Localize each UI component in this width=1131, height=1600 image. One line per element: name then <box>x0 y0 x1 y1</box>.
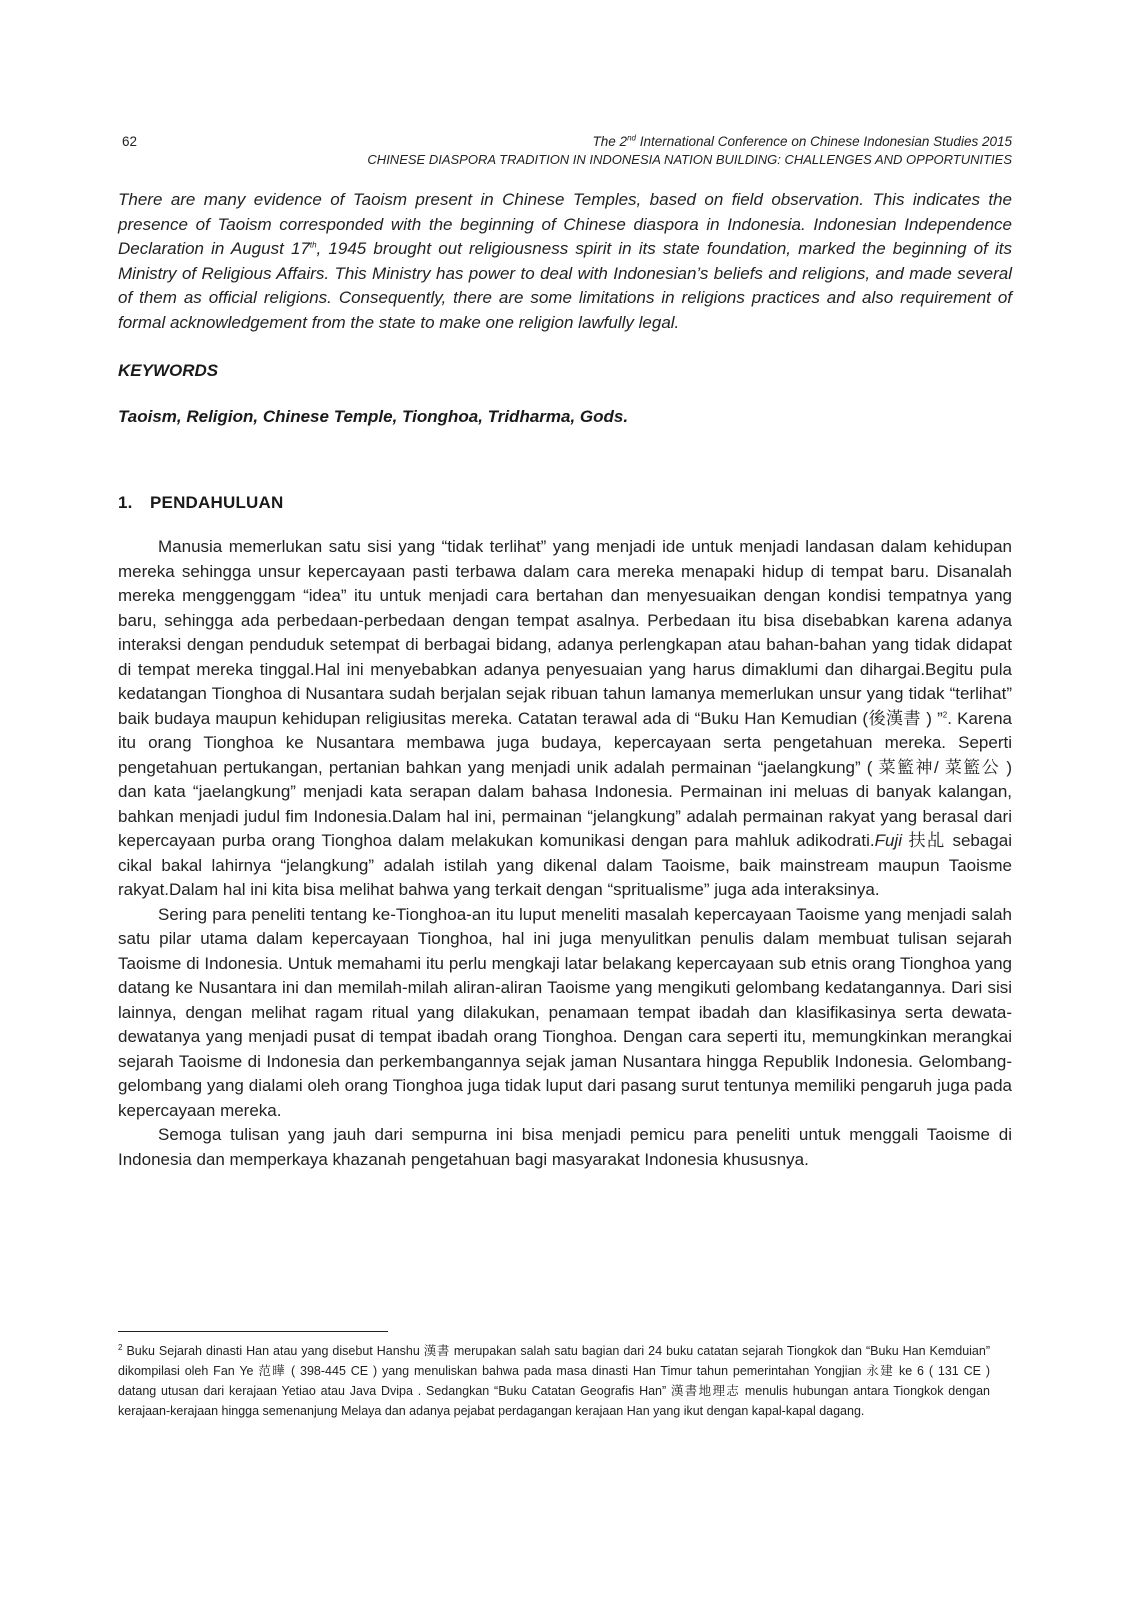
abstract-text-2: , 1945 brought out religiousness spirit in its state foundation, marked the beginning of its Ministry of Religious Affairs. This Ministry has power to deal with Indonesian’s beliefs and religions, and made several of them as official religions. Consequently, there are some limitations in religions practices and also requirement of formal acknowledgement from the state to make one religion lawfully legal. <box>118 239 1013 332</box>
keywords-heading: KEYWORDS <box>118 361 219 380</box>
body-paragraph <box>118 535 1012 903</box>
body-p1-text-a: Manusia memerlukan satu sisi yang “tidak terlihat” yang menjadi ide untuk menjadi landasan dalam kehidupan mereka sehingga unsur kepercayaan pasti terbawa dalam cara mereka menapaki hidup di tempat baru. Disanalah mereka menggenggam “idea” itu untuk menjadi cara bertahan dan menyesuaikan dengan kondisi tempatnya yang baru, sehingga ada perbedaan-perbedaan dengan tempat asalnya. Perbedaan itu bisa disebabkan karena adanya interaksi dengan penduduk setempat di berbagai bidang, adanya perlengkapan atau bahan-bahan yang tidak didapat di tempat mereka tinggal.Hal ini menyebabkan adanya penyesuaian yang harus dimaklumi dan dihargai.Begitu pula kedatangan Tionghoa di Nusantara sudah berjalan sejak ribuan tahun lamanya memerlukan unsur yang tidak “terlihat” baik budaya maupun kehidupan religiusitas mereka. Catatan terawal ada di “Buku Han Kemudian (後漢書 ) ” <box>118 537 1012 728</box>
body-p1-fuji: Fuji <box>874 831 902 850</box>
abstract-paragraph <box>118 188 1012 335</box>
page-number: 62 <box>122 134 138 149</box>
section-number: 1. <box>118 493 133 512</box>
body-text <box>118 535 1012 1172</box>
footnote-divider <box>118 1331 388 1332</box>
body-p1-text-c: 扶乩 sebagai cikal bakal lahirnya “jelangkung” adalah istilah yang dikenal dalam Taoisme, baik mainstream maupun Taoisme rakyat.Dalam hal ini kita bisa melihat bahwa yang terkait dengan “spritualisme” juga ada interaksinya. <box>118 831 1012 899</box>
footnote-mark: 2 <box>118 1342 123 1352</box>
section-title: PENDAHULUAN <box>150 493 284 512</box>
conference-theme: CHINESE DIASPORA TRADITION IN INDONESIA NATION BUILDING: CHALLENGES AND OPPORTUNITIES <box>367 152 1012 167</box>
section-heading <box>118 493 1012 513</box>
running-header <box>118 130 1012 170</box>
footnote <box>118 1341 990 1421</box>
conference-title-post: International Conference on Chinese Indonesian Studies 2015 <box>635 134 1012 149</box>
conference-title <box>593 134 1012 149</box>
abstract-ordinal-sup: th <box>309 240 317 250</box>
body-p1-text-b: . Karena itu orang Tionghoa ke Nusantara membawa juga budaya, kepercayaan serta pengetahuan mereka. Seperti pengetahuan pertukangan, pertanian bahkan yang menjadi unik adalah permainan “jaelangkung” ( 菜籃神/ 菜籃公 ) dan kata “jaelangkung” menjadi kata serapan dalam bahasa Indonesia. Permainan ini meluas di banyak kalangan, bahkan menjadi judul fim Indonesia.Dalam hal ini, permainan “jelangkung” adalah permainan rakyat yang berasal dari kepercayaan purba orang Tionghoa dalam melakukan komunikasi dengan para mahluk adikodrati. <box>118 708 1012 850</box>
conference-ordinal-sup: nd <box>627 133 636 143</box>
body-paragraph: Semoga tulisan yang jauh dari sempurna ini bisa menjadi pemicu para peneliti untuk menggali Taoisme di Indonesia dan memperkaya khazanah pengetahuan bagi masyarakat Indonesia khususnya. <box>118 1125 1012 1169</box>
body-paragraph: Sering para peneliti tentang ke-Tionghoa-an itu luput meneliti masalah kepercayaan Taoisme yang menjadi salah satu pilar utama dalam kepercayaan Tionghoa, hal ini juga menyulitkan penulis dalam membuat tulisan sejarah Taoisme di Indonesia. Untuk memahami itu perlu mengkaji latar belakang kepercayaan sub etnis orang Tionghoa yang datang ke Nusantara ini dan memilah-milah aliran-aliran Taoisme yang mengikuti gelombang kedatangannya. Dari sisi lainnya, dengan melihat ragam ritual yang dilakukan, penamaan tempat ibadah dan klasifikasinya serta dewata-dewatanya yang menjadi pusat di tempat ibadah orang Tionghoa. Dengan cara seperti itu, memungkinkan merangkai sejarah Taoisme di Indonesia dan perkembangannya sejak jaman Nusantara hingga Republik Indonesia. Gelombang-gelombang yang dialami oleh orang Tionghoa juga tidak luput dari pasang surut tentunya memiliki pengaruh juga pada kepercayaan mereka. <box>118 904 1012 1120</box>
keywords-list: Taoism, Religion, Chinese Temple, Tionghoa, Tridharma, Gods. <box>118 407 629 426</box>
page-content <box>118 130 1012 1172</box>
conference-title-pre: The 2 <box>592 134 628 149</box>
footnote-text: Buku Sejarah dinasti Han atau yang disebut Hanshu 漢書 merupakan salah satu bagian dari 24 buku catatan sejarah Tiongkok dan “Buku Han Kemduian” dikompilasi oleh Fan Ye 范曄 ( 398-445 CE ) yang menuliskan bahwa pada masa dinasti Han Timur tahun pemerintahan Yongjian 永建 ke 6 ( 131 CE ) datang utusan dari kerajaan Yetiao atau Java Dvipa . Sedangkan “Buku Catatan Geografis Han” 漢書地理志 menulis hubungan antara Tiongkok dengan kerajaan-kerajaan hingga semenanjung Melaya dan adanya pejabat perdagangan kerajaan Han yang ikut dengan kapal-kapal dagang. <box>118 1344 990 1418</box>
footnote-reference: 2 <box>942 709 948 719</box>
abstract-text-1: There are many evidence of Taoism present in Chinese Temples, based on field observation. This indicates the presence of Taoism corresponded with the beginning of Chinese diaspora in Indonesia. Indonesian Independence Declaration in August 17 <box>118 190 1012 258</box>
